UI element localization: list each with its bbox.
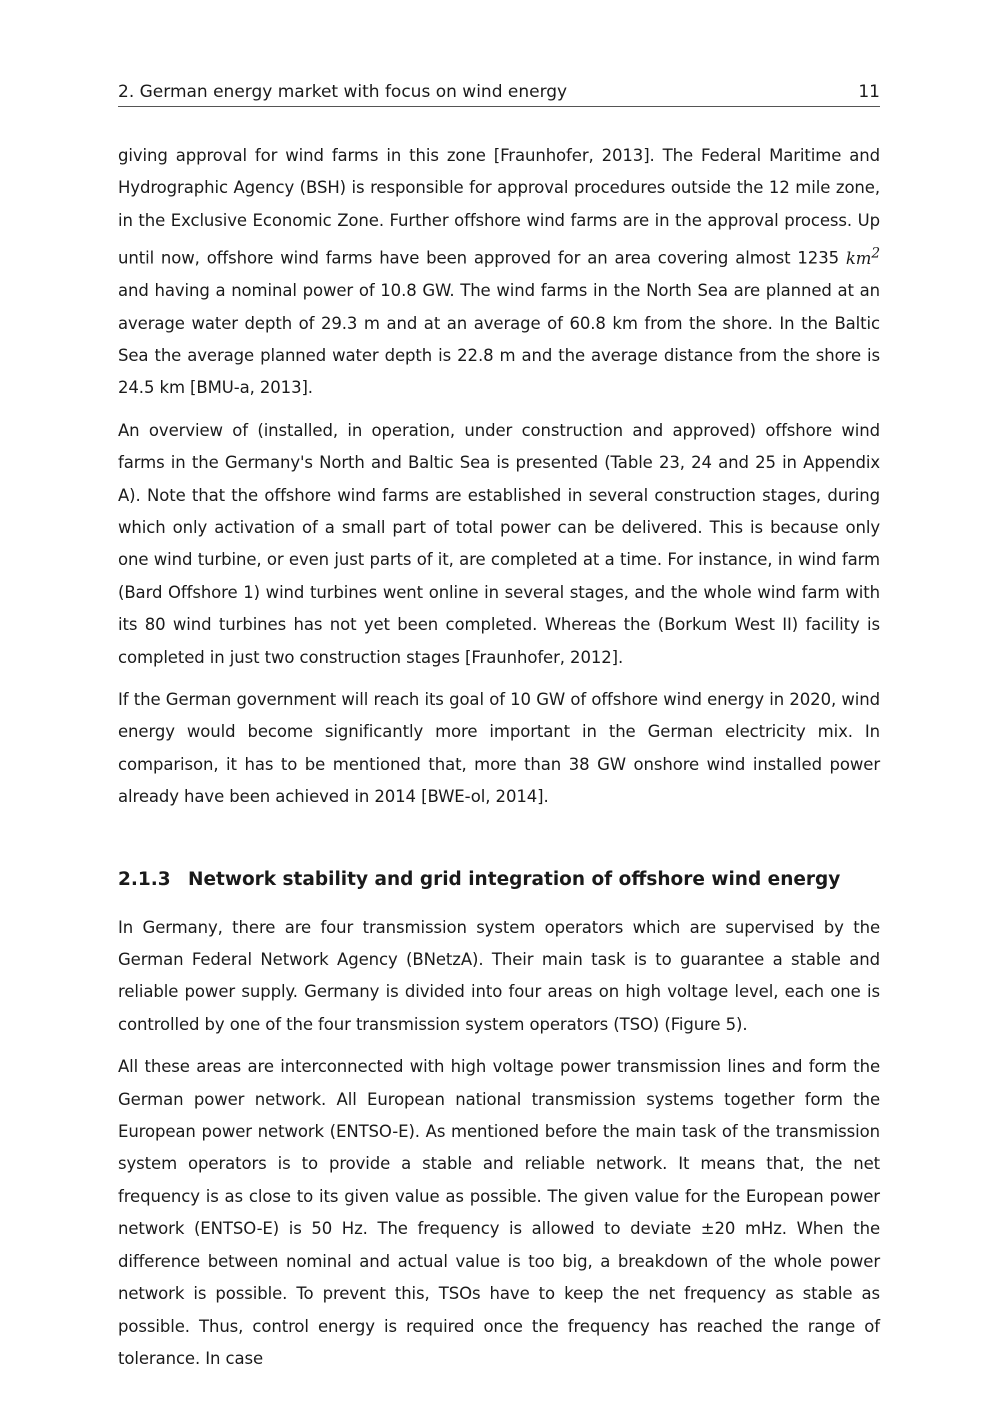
running-header xyxy=(118,80,880,107)
chapter-title: 2. German energy market with focus on wind energy xyxy=(118,82,568,102)
math-unit-km xyxy=(845,245,880,268)
section-number: 2.1.3 xyxy=(118,868,171,890)
paragraph-text: and having a nominal power of 10.8 GW. The wind farms in the North Sea are planned at an average water depth of 29.3 m and at an average of 60.8 km from the shore. In the Baltic Sea the average planned water depth is 22.8 m and the average distance from the shore is 24.5 km [BMU-a, 2013]. xyxy=(118,281,880,398)
paragraph-overview: An overview of (installed, in operation, under construction and approved) offshore wind farms in the Germany's North and Baltic Sea is presented (Table 23, 24 and 25 in Appendix A). Note that the offshore wind farms are established in several construction stages, during which only activation of a small part of total power can be delivered. This is because only one wind turbine, or even just parts of it, are completed at a time. For instance, in wind farm (Bard Offshore 1) wind turbines went online in several stages, and the whole wind farm with its 80 wind turbines has not yet been completed. Whereas the (Borkum West II) facility is completed in just two construction stages [Fraunhofer, 2012]. xyxy=(118,420,880,667)
paragraph-transmission-operators: In Germany, there are four transmission system operators which are supervised by the German Federal Network Agency (BNetzA). Their main task is to guarantee a stable and reliable power supply. Germany is divided into four areas on high voltage level, each one is controlled by one of the four transmission system operators (TSO) (Figure 5). xyxy=(118,917,880,1034)
body-text xyxy=(118,140,880,1385)
page-number: 11 xyxy=(858,82,880,102)
section-title: Network stability and grid integration of offshore wind energy xyxy=(188,868,841,890)
paragraph-government-goal: If the German government will reach its goal of 10 GW of offshore wind energy in 2020, wind energy would become significantly more important in the German electricity mix. In comparison, it has to be mentioned that, more than 38 GW onshore wind installed power already have been achieved in 2014 [BWE-ol, 2014]. xyxy=(118,690,880,807)
section-heading xyxy=(118,866,880,894)
paragraph-offshore-approval xyxy=(118,140,880,405)
math-unit: km xyxy=(845,248,872,268)
math-exponent: 2 xyxy=(871,245,880,262)
paragraph-text: giving approval for wind farms in this zone [Fraunhofer, 2013]. The Federal Maritime and Hydrographic Agency (BSH) is responsible for approval procedures outside the 12 mile zone, in the Exclusive Economic Zone. Further offshore wind farms are in the approval process. Up until now, offshore wind farms have been approved for an area covering almost 1235 xyxy=(118,146,880,268)
paragraph-power-network: All these areas are interconnected with high voltage power transmission lines and form the German power network. All European national transmission systems together form the European power network (ENTSO-E). As mentioned before the main task of the transmission system operators is to provide a stable and reliable network. It means that, the net frequency is as close to its given value as possible. The given value for the European power network (ENTSO-E) is 50 Hz. The frequency is allowed to deviate ±20 mHz. When the difference between nominal and actual value is too big, a breakdown of the whole power network is possible. To prevent this, TSOs have to keep the net frequency as stable as possible. Thus, control energy is required once the frequency has reached the range of tolerance. In case xyxy=(118,1057,880,1368)
